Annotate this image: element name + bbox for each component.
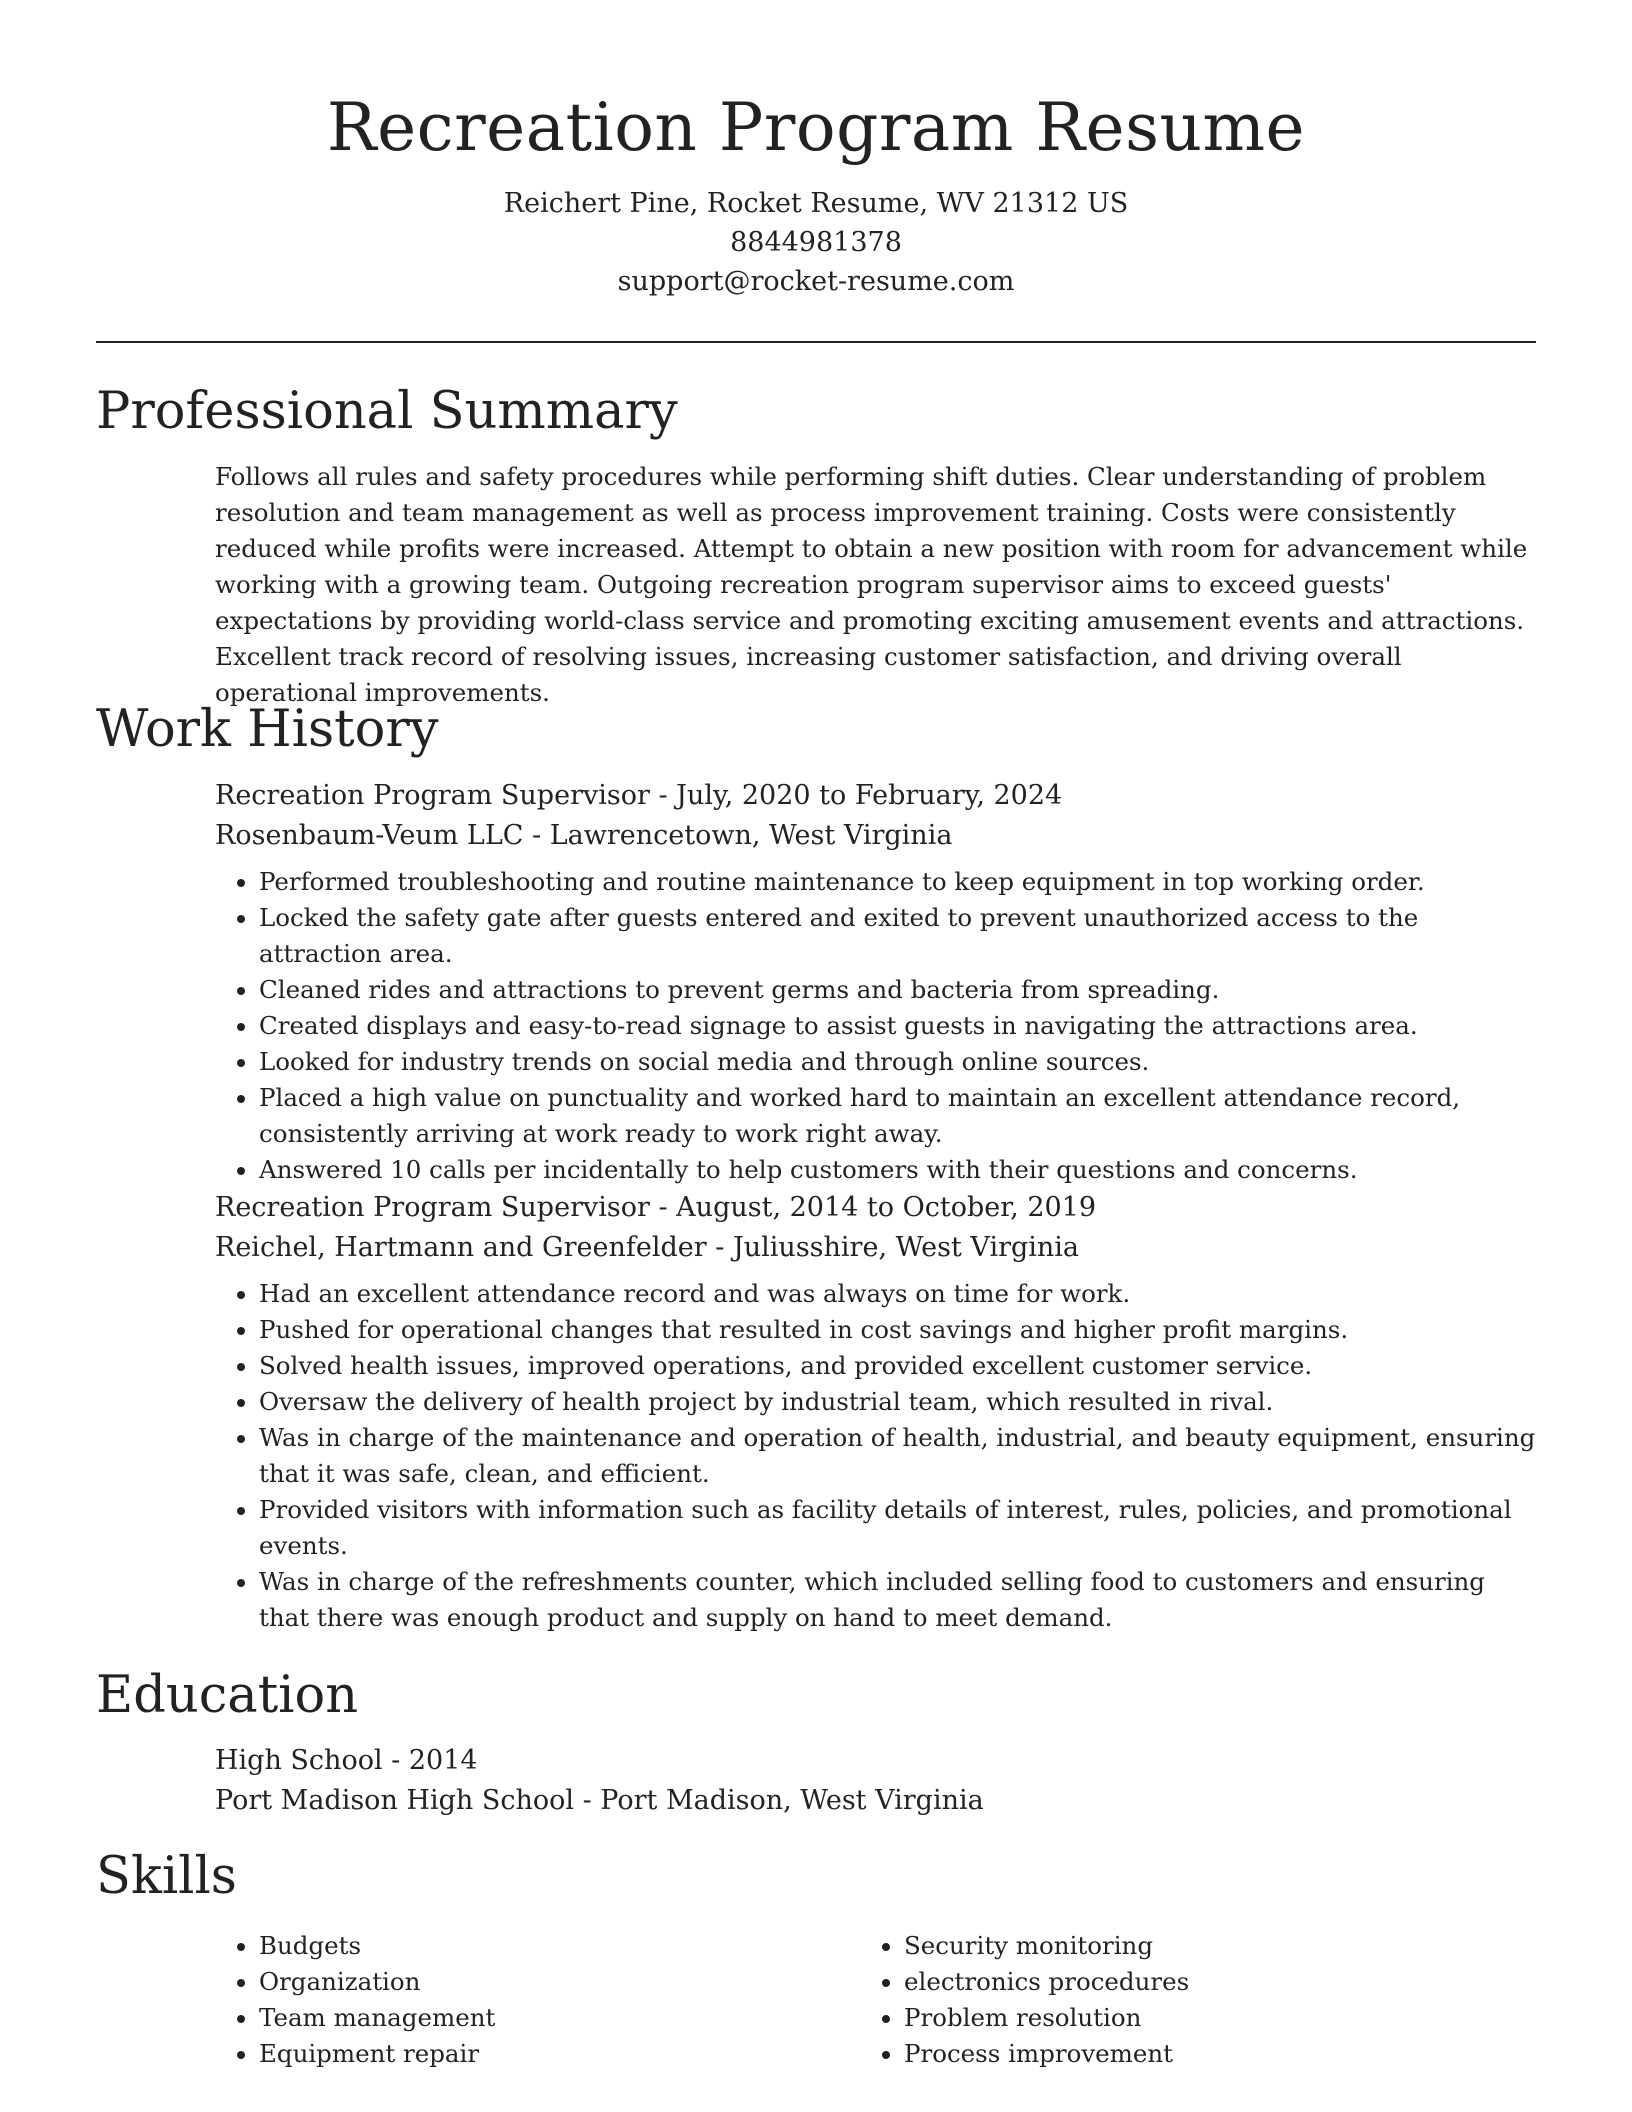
list-item: • Budgets xyxy=(259,1928,835,1964)
contact-email: support@rocket-resume.com xyxy=(617,266,1015,297)
education-school-line xyxy=(215,1781,1538,1821)
job-bullets xyxy=(215,864,1538,1188)
education-year: - 2014 xyxy=(382,1745,478,1776)
contact-phone: 8844981378 xyxy=(730,227,902,258)
education-degree-line xyxy=(215,1741,1538,1781)
list-item: • Cleaned rides and attractions to prevent germs and bacteria from spreading. xyxy=(259,972,1538,1008)
list-item: • Pushed for operational changes that resulted in cost savings and higher profit margins. xyxy=(259,1312,1538,1348)
resume-header xyxy=(0,0,1632,301)
summary-heading: Professional Summary xyxy=(96,382,678,441)
job-title-line xyxy=(215,776,1538,816)
job-company-line xyxy=(215,816,1538,856)
job-location: - Juliusshire, West Virginia xyxy=(706,1232,1080,1263)
education-location: - Port Madison, West Virginia xyxy=(574,1785,984,1816)
list-item: • Problem resolution xyxy=(904,2000,1480,2036)
list-item: • Was in charge of the maintenance and operation of health, industrial, and beauty equipment, ensuring that it was safe, clean, and efficient. xyxy=(259,1420,1538,1492)
education-degree: High School xyxy=(215,1745,383,1776)
list-item: • Team management xyxy=(259,2000,835,2036)
skills-list-right xyxy=(860,1928,1480,2072)
job-company: Reichel, Hartmann and Greenfelder xyxy=(215,1232,707,1263)
skills-left-column xyxy=(215,1928,835,2072)
contact-address: Reichert Pine, Rocket Resume, WV 21312 US xyxy=(503,188,1129,219)
job-entry-2 xyxy=(215,1188,1538,1636)
job-dates: - July, 2020 to February, 2024 xyxy=(649,780,1063,811)
job-entry-1 xyxy=(215,776,1538,1188)
contact-block xyxy=(0,184,1632,301)
list-item: • Organization xyxy=(259,1964,835,2000)
document-title: Recreation Program Resume xyxy=(326,89,1306,166)
skills-list-left xyxy=(215,1928,835,2072)
education-entry xyxy=(215,1741,1538,1821)
job-location: - Lawrencetown, West Virginia xyxy=(523,820,953,851)
education-school: Port Madison High School xyxy=(215,1785,575,1816)
summary-text: Follows all rules and safety procedures while performing shift duties. Clear understanding of problem resolution and team management as well as process improvement training. Costs were consistently reduced while profits were increased. Attempt to obtain a new position with room for advancement while working with a growing team. Outgoing recreation program supervisor aims to exceed guests' expectations by providing world-class service and promoting exciting amusement events and attractions. Excellent track record of resolving issues, increasing customer satisfaction, and driving overall operational improvements. xyxy=(215,462,1528,707)
list-item: • Had an excellent attendance record and was always on time for work. xyxy=(259,1276,1538,1312)
job-bullets xyxy=(215,1276,1538,1636)
list-item: • electronics procedures xyxy=(904,1964,1480,2000)
list-item: • Equipment repair xyxy=(259,2036,835,2072)
list-item: • Answered 10 calls per incidentally to help customers with their questions and concerns. xyxy=(259,1152,1538,1188)
list-item: • Security monitoring xyxy=(904,1928,1480,1964)
list-item: • Created displays and easy-to-read signage to assist guests in navigating the attractions area. xyxy=(259,1008,1538,1044)
list-item: • Was in charge of the refreshments counter, which included selling food to customers and ensuring that there was enough product and supply on hand to meet demand. xyxy=(259,1564,1538,1636)
list-item: • Placed a high value on punctuality and worked hard to maintain an excellent attendance record, consistently arriving at work ready to work right away. xyxy=(259,1080,1538,1152)
job-title-line xyxy=(215,1188,1538,1228)
job-role: Recreation Program Supervisor xyxy=(215,1192,650,1223)
list-item: • Performed troubleshooting and routine maintenance to keep equipment in top working order. xyxy=(259,864,1538,900)
list-item: • Looked for industry trends on social media and through online sources. xyxy=(259,1044,1538,1080)
job-company-line xyxy=(215,1228,1538,1268)
job-role: Recreation Program Supervisor xyxy=(215,780,650,811)
list-item: • Provided visitors with information such as facility details of interest, rules, policies, and promotional events. xyxy=(259,1492,1538,1564)
education-heading: Education xyxy=(96,1666,359,1725)
job-company: Rosenbaum-Veum LLC xyxy=(215,820,524,851)
skills-right-column xyxy=(860,1928,1480,2072)
list-item: • Process improvement xyxy=(904,2036,1480,2072)
skills-heading: Skills xyxy=(96,1847,237,1906)
list-item: • Oversaw the delivery of health project by industrial team, which resulted in rival. xyxy=(259,1384,1538,1420)
work-history-heading: Work History xyxy=(96,700,439,759)
summary-block xyxy=(215,459,1538,711)
job-dates: - August, 2014 to October, 2019 xyxy=(649,1192,1097,1223)
list-item: • Locked the safety gate after guests entered and exited to prevent unauthorized access to the attraction area. xyxy=(259,900,1538,972)
list-item: • Solved health issues, improved operations, and provided excellent customer service. xyxy=(259,1348,1538,1384)
header-divider xyxy=(96,341,1536,343)
